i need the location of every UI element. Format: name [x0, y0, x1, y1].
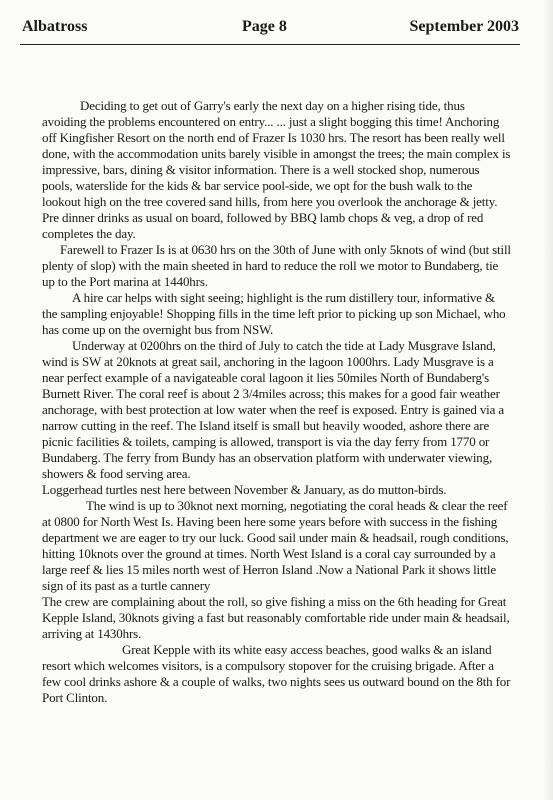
paragraph: Underway at 0200hrs on the third of July to catch the tide at Lady Musgrave Island, wind is SW at 20knots at great sail, anchoring in the lagoon 1000hrs. Lady Musgrave is a near perfect example of a navigateable coral lagoon it lies 50miles North of Bundaberg's Burnett River. The coral reef is about 2 3/4miles across; this makes for a good fair weather anchorage, with best protection at low water when the reef is exposed. Entry is gained via a narrow cutting in the reef. The Island itself is small but heavily wooded, ashore there are picnic facilities & toilets, camping is allowed, transport is via the day ferry from 1770 or Bundaberg. The ferry from Bundy has an observation platform with underwater viewing, showers & food serving area.: [42, 338, 504, 481]
paragraph: Loggerhead turtles nest here between November & January, as do mutton-birds.: [42, 482, 447, 497]
paragraph: Great Kepple with its white easy access beaches, good walks & an island resort which welcomes visitors, is a compulsory stopover for the cruising brigade. After a few cool drinks ashore & a couple of walks, two nights sees us outward bound on the 8th for Port Clinton.: [42, 642, 511, 705]
paragraph: Deciding to get out of Garry's early the next day on a higher rising tide, thus avoiding the problems encountered on entry... ... just a slight bogging this time! Anchoring off Kingfisher Resort on the north end of Frazer Is 1030 hrs. The resort has been really well done, with the accommodation units barely visible in amongst the trees; the main complex is impressive, bars, dining & visitor information. There is a well stocked shop, numerous pools, waterslide for the kids & bar service pool-side, we opt for the bush walk to the lookout high on the tree covered sand hills, from here you overlook the anchorage & jetty. Pre dinner drinks as usual on board, followed by BBQ lamb chops & veg, a drop of red completes the day.: [42, 98, 511, 241]
page-number: Page 8: [242, 18, 287, 35]
paragraph: The wind is up to 30knot next morning, negotiating the coral heads & clear the reef at 0800 for North West Is. Having been here some years before with success in the fishing department we are eager to try our luck. Good sail under main & headsail, rough conditions, hitting 10knots over the ground at times. North West Island is a coral cay surrounded by a large reef & lies 15 miles north west of Herron Island .Now a National Park it shows little sign of its past as a turtle cannery: [42, 498, 509, 593]
header-rule: [20, 44, 520, 45]
paragraph: A hire car helps with sight seeing; highlight is the rum distillery tour, informative & the sampling enjoyable! Shopping fills in the time left prior to picking up son Michael, who has come up on the overnight bus from NSW.: [42, 290, 506, 337]
paragraph: The crew are complaining about the roll, so give fishing a miss on the 6th heading for Great Kepple Island, 30knots giving a fast but reasonably comfortable ride under main & headsail, arriving at 1430hrs.: [42, 594, 510, 641]
publication-name: Albatross: [22, 18, 88, 35]
page-header: [22, 18, 519, 40]
page-edge-shadow: [543, 0, 553, 800]
paragraph: Farewell to Frazer Is is at 0630 hrs on the 30th of June with only 5knots of wind (but still plenty of slop) with the main sheeted in hard to reduce the roll we motor to Bundaberg, tie up to the Port marina at 1440hrs.: [42, 242, 511, 289]
article-body: [42, 98, 512, 706]
issue-date: September 2003: [409, 18, 519, 35]
